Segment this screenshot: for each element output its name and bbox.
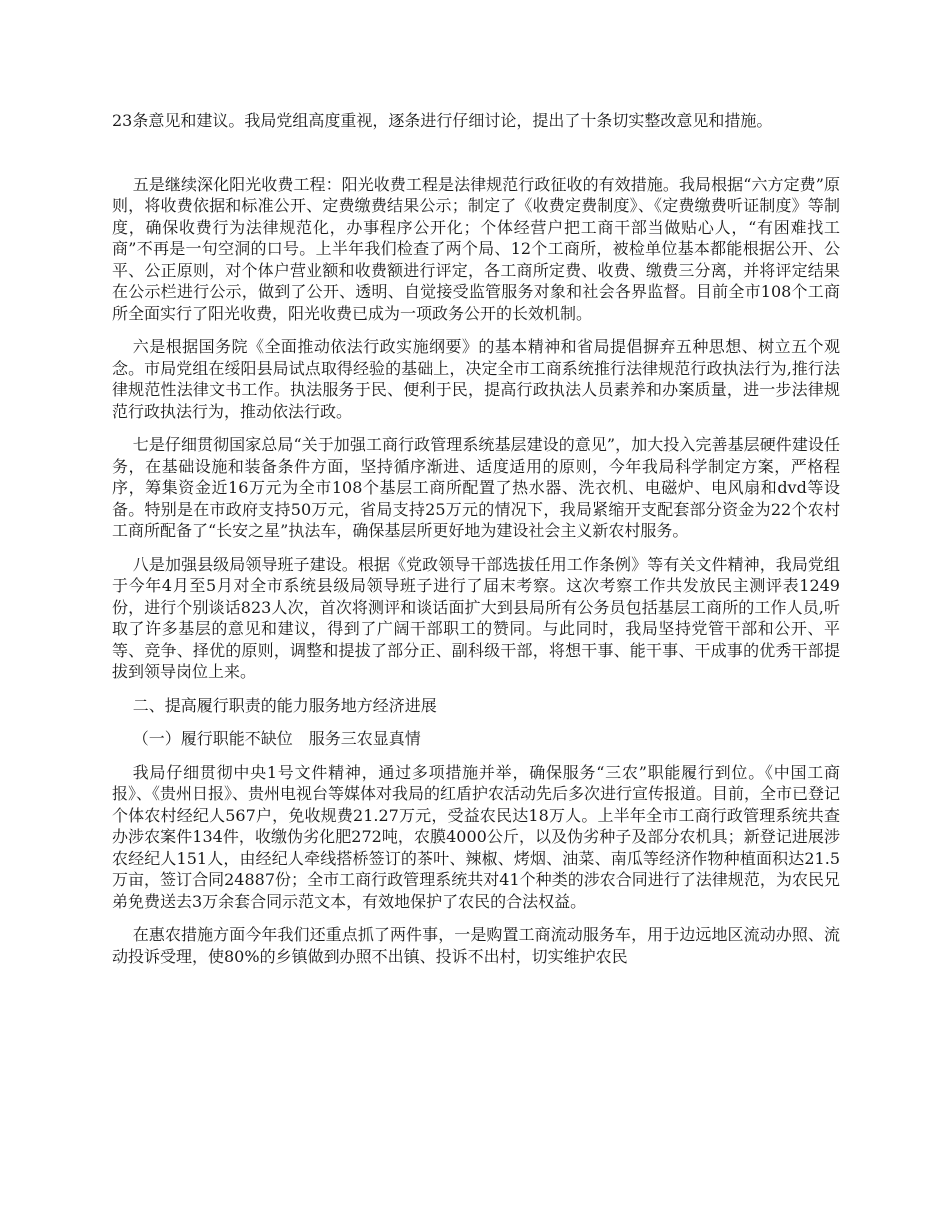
paragraph-law-enforcement: 六是根据国务院《全面推动依法行政实施纲要》的基本精神和省局提倡摒弃五种思想、树立五个观念。市局党组在绥阳县局试点取得经验的基础上，决定全市工商系统推行法律规范行政执法行为,推行法律规范性法律文书工作。执法服务于民、便利于民，提高行政执法人员素养和办案质量，进一步法律规范行政执法行为，推动依法行政。	[112, 337, 840, 421]
section-heading: 二、提高履行职责的能力服务地方经济进展	[132, 695, 437, 715]
paragraph-grassroots-construction: 七是仔细贯彻国家总局“关于加强工商行政管理系统基层建设的意见”，加大投入完善基层硬件建设任务，在基础设施和装备条件方面，坚持循序渐进、适度适用的原则，今年我局科学制定方案，严格程序，筹集资金近16万元为全市108个基层工商所配置了热水器、洗衣机、电磁炉、电风扇和dvd等设备。特别是在市政府支持50万元，省局支持25万元的情况下，我局紧缩开支配套部分资金为22个农村工商所配备了“长安之星”执法车，确保基层所更好地为建设社会主义新农村服务。	[112, 435, 840, 540]
paragraph-continuation: 23条意见和建议。我局党组高度重视，逐条进行仔细讨论，提出了十条切实整改意见和措施。	[112, 111, 773, 130]
paragraph-farmer-benefits: 在惠农措施方面今年我们还重点抓了两件事，一是购置工商流动服务车，用于边远地区流动办照、流动投诉受理，使80%的乡镇做到办照不出镇、投诉不出村，切实维护农民	[112, 925, 840, 966]
subsection-heading: （一）履行职能不缺位 服务三农显真情	[132, 729, 421, 748]
paragraph-sunshine-fees: 五是继续深化阳光收费工程：阳光收费工程是法律规范行政征收的有效措施。我局根据“六方定费”原则，将收费依据和标准公开、定费缴费结果公示；制定了《收费定费制度》、《定费缴费听证制度》等制度，确保收费行为法律规范化，办事程序公开化；个体经营户把工商干部当做贴心人，“有困难找工商”不再是一句空洞的口号。上半年我们检查了两个局、12个工商所，被检单位基本都能根据公开、公平、公正原则，对个体户营业额和收费额进行评定，各工商所定费、收费、缴费三分离，并将评定结果在公示栏进行公示，做到了公开、透明、自觉接受监管服务对象和社会各界监督。目前全市108个工商所全面实行了阳光收费，阳光收费已成为一项政务公开的长效机制。	[112, 174, 840, 323]
paragraph-agriculture-service: 我局仔细贯彻中央1号文件精神，通过多项措施并举，确保服务“三农”职能履行到位。《中国工商报》、《贵州日报》、贵州电视台等媒体对我局的红盾护农活动先后多次进行宣传报道。目前，全市已登记个体农村经纪人567户，免收规费21.27万元，受益农民达18万人。上半年全市工商行政管理系统共查办涉农案件134件，收缴伪劣化肥272吨，农膜4000公斤，以及伪劣种子及部分农机具；新登记进展涉农经纪人151人，由经纪人牵线搭桥签订的茶叶、辣椒、烤烟、油菜、南瓜等经济作物种植面积达21.5万亩，签订合同24887份；全市工商行政管理系统共对41个种类的涉农合同进行了法律规范，为农民兄弟免费送去3万余套合同示范文本，有效地保护了农民的合法权益。	[112, 762, 841, 911]
paragraph-leadership: 八是加强县级局领导班子建设。根据《党政领导干部选拔任用工作条例》等有关文件精神，我局党组于今年4月至5月对全市系统县级局领导班子进行了届末考察。这次考察工作共发放民主测评表1249份，进行个别谈话823人次，首次将测评和谈话面扩大到县局所有公务员包括基层工商所的工作人员,听取了许多基层的意见和建议，得到了广阔干部职工的赞同。与此同时，我局坚持党管干部和公开、平等、竞争、择优的原则，调整和提拔了部分正、副科级干部，将想干事、能干事、干成事的优秀干部提拔到领导岗位上来。	[112, 554, 840, 681]
document-body	[112, 110, 840, 979]
